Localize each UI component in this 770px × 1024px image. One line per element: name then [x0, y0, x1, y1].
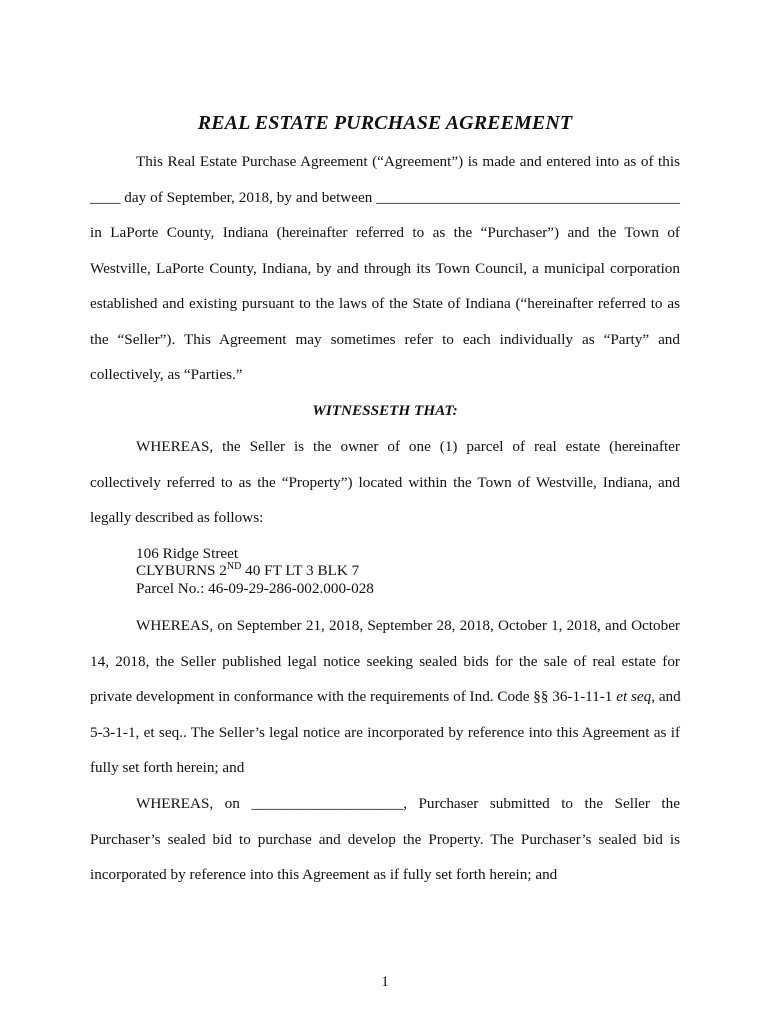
legal-parcel-number: Parcel No.: 46-09-29-286-002.000-028: [136, 580, 374, 597]
intro-line-3: in LaPorte County, Indiana (hereinafter referred to as the “Purchaser”) and the Town of: [90, 224, 680, 241]
whereas2-line-4: 5-3-1-1, et seq.. The Seller’s legal notice are incorporated by reference into this Agreement as if: [90, 724, 680, 741]
intro-line-6: the “Seller”). This Agreement may sometimes refer to each individually as “Party” and: [90, 331, 680, 348]
intro-line-1: This Real Estate Purchase Agreement (“Agreement”) is made and entered into as of this: [136, 153, 680, 170]
whereas3-line-3: incorporated by reference into this Agreement as if fully set forth herein; and: [90, 866, 558, 883]
legal-subdivision-prefix: CLYBURNS 2: [136, 562, 227, 579]
legal-subdivision: [136, 562, 359, 579]
whereas2-line-1: WHEREAS, on September 21, 2018, September 28, 2018, October 1, 2018, and October: [136, 617, 680, 634]
intro-line-5: established and existing pursuant to the laws of the State of Indiana (“hereinafter referred to as: [90, 295, 680, 312]
whereas1-line-1: WHEREAS, the Seller is the owner of one (1) parcel of real estate (hereinafter: [136, 438, 680, 455]
whereas2-line-3-end: , and: [651, 688, 681, 705]
whereas2-line-3-text: private development in conformance with the requirements of Ind. Code §§ 36-1-11-1: [90, 688, 617, 705]
intro-line-7: collectively, as “Parties.”: [90, 366, 243, 383]
whereas1-line-3: legally described as follows:: [90, 509, 264, 526]
legal-street: 106 Ridge Street: [136, 545, 239, 562]
whereas3-line-2: Purchaser’s sealed bid to purchase and develop the Property. The Purchaser’s sealed bid is: [90, 831, 680, 848]
page-number: 1: [381, 974, 389, 990]
whereas3-line-1: WHEREAS, on ____________________, Purchaser submitted to the Seller the: [136, 795, 680, 812]
legal-subdivision-ordinal: ND: [226, 561, 242, 572]
whereas2-line-5: fully set forth herein; and: [90, 759, 245, 776]
intro-line-4: Westville, LaPorte County, Indiana, by and through its Town Council, a municipal corporation: [90, 260, 680, 277]
et-seq-italic: et seq: [616, 688, 652, 705]
document-title: REAL ESTATE PURCHASE AGREEMENT: [197, 112, 573, 134]
intro-line-2: ____ day of September, 2018, by and between ________________________________________: [90, 189, 680, 206]
whereas1-line-2: collectively referred to as the “Property”) located within the Town of Westville, Indiana, and: [90, 474, 680, 491]
whereas2-line-2: 14, 2018, the Seller published legal notice seeking sealed bids for the sale of real estate for: [90, 653, 680, 670]
whereas2-line-3: [90, 687, 680, 707]
legal-subdivision-suffix: 40 FT LT 3 BLK 7: [241, 562, 360, 579]
witnesseth-heading: WITNESSETH THAT:: [312, 402, 458, 419]
